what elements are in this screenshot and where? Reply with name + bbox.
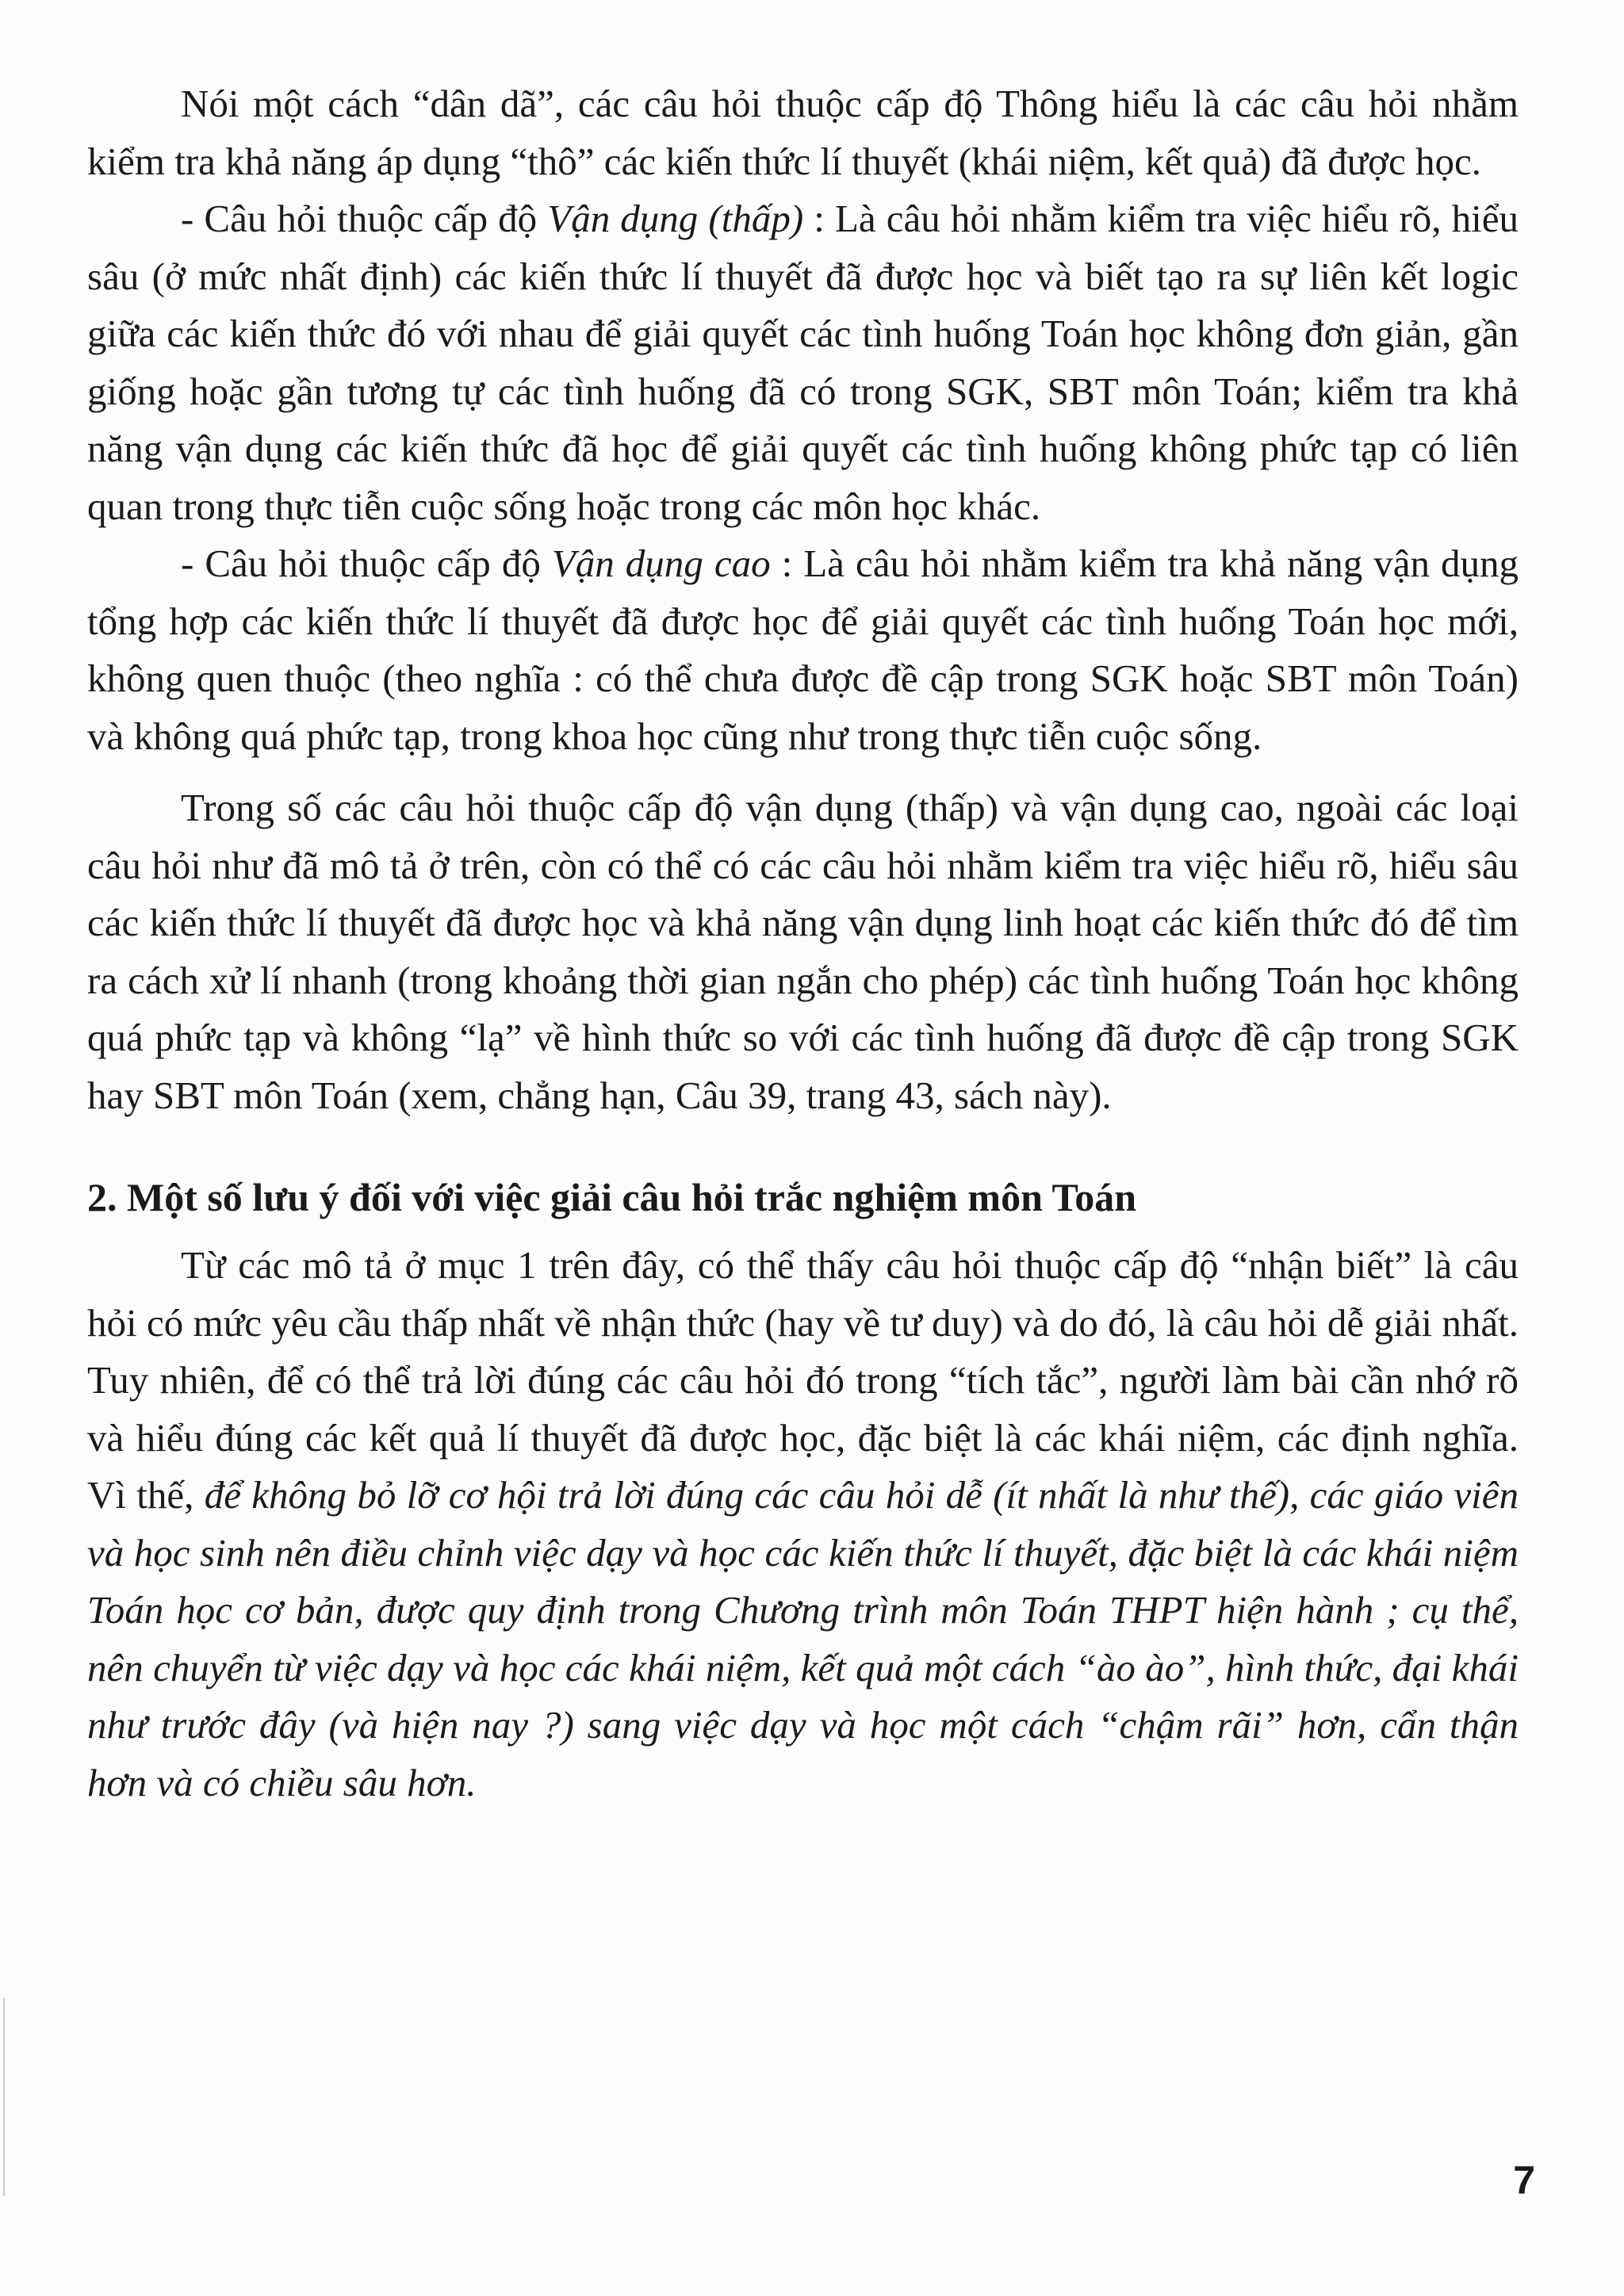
paragraph-prefix: - Câu hỏi thuộc cấp độ bbox=[181, 197, 548, 240]
paragraph-van-dung-thap bbox=[87, 190, 1519, 535]
paragraph-prefix: - Câu hỏi thuộc cấp độ bbox=[181, 541, 552, 585]
paragraph-italic-advice: để không bỏ lỡ cơ hội trả lời đúng các câu hỏi dễ (ít nhất là như thế), các giáo viên và học sinh nên điều chỉnh việc dạy và học các kiến thức lí thuyết, đặc biệt là các khái niệm Toán học cơ bản, được quy định trong Chương trình môn Toán THPT hiện hành ; cụ thể, nên chuyển từ việc dạy và học các khái niệm, kết quả một cách “ào ào”, hình thức, đại khái như trước đây (và hiện nay ?) sang việc dạy và học một cách “chậm rãi” hơn, cẩn thận hơn và có chiều sâu hơn. bbox=[87, 1473, 1519, 1804]
paragraph-recognition-questions bbox=[87, 1237, 1519, 1812]
paragraph-body: : Là câu hỏi nhằm kiểm tra việc hiểu rõ, hiểu sâu (ở mức nhất định) các kiến thức lí thuyết đã được học và biết tạo ra sự liên kết logic giữa các kiến thức đó với nhau để giải quyết các tình huống Toán học không đơn giản, gần giống hoặc gần tương tự các tình huống đã có trong SGK, SBT môn Toán; kiểm tra khả năng vận dụng các kiến thức đã học để giải quyết các tình huống không phức tạp có liên quan trong thực tiễn cuộc sống hoặc trong các môn học khác. bbox=[87, 197, 1519, 528]
paragraph-thong-hieu-summary: Nói một cách “dân dã”, các câu hỏi thuộc cấp độ Thông hiểu là các câu hỏi nhằm kiểm tra khả năng áp dụng “thô” các kiến thức lí thuyết (khái niệm, kết quả) đã được học. bbox=[87, 82, 1519, 183]
paragraph-application-questions: Trong số các câu hỏi thuộc cấp độ vận dụng (thấp) và vận dụng cao, ngoài các loại câu hỏi như đã mô tả ở trên, còn có thể có các câu hỏi nhằm kiểm tra việc hiểu rõ, hiểu sâu các kiến thức lí thuyết đã được học và khả năng vận dụng linh hoạt các kiến thức đó để tìm ra cách xử lí nhanh (trong khoảng thời gian ngắn cho phép) các tình huống Toán học không quá phức tạp và không “lạ” về hình thức so với các tình huống đã được đề cập trong SGK hay SBT môn Toán (xem, chẳng hạn, Câu 39, trang 43, sách này). bbox=[87, 786, 1519, 1117]
page-body bbox=[87, 75, 1519, 1812]
paragraph-plain-text: Từ các mô tả ở mục 1 trên đây, có thể thấy câu hỏi thuộc cấp độ “nhận biết” là câu hỏi có mức yêu cầu thấp nhất về nhận thức (hay về tư duy) và do đó, là câu hỏi dễ giải nhất. Tuy nhiên, để có thể trả lời đúng các câu hỏi đó trong “tích tắc”, người làm bài cần nhớ rõ và hiểu đúng các kết quả lí thuyết đã được học, đặc biệt là các khái niệm, các định nghĩa. Vì thế, bbox=[87, 1243, 1519, 1517]
page-number: 7 bbox=[1513, 2158, 1535, 2202]
section-heading: 2. Một số lưu ý đối với việc giải câu hỏi trắc nghiệm môn Toán bbox=[87, 1175, 1137, 1219]
paragraph-body: : Là câu hỏi nhằm kiểm tra khả năng vận dụng tổng hợp các kiến thức lí thuyết đã được học để giải quyết các tình huống Toán học mới, không quen thuộc (theo nghĩa : có thể chưa được đề cập trong SGK hoặc SBT môn Toán) và không quá phức tạp, trong khoa học cũng như trong thực tiễn cuộc sống. bbox=[87, 541, 1519, 758]
term-van-dung-thap: Vận dụng (thấp) bbox=[547, 197, 804, 240]
paragraph-van-dung-cao bbox=[87, 535, 1519, 765]
term-van-dung-cao: Vận dụng cao bbox=[551, 541, 771, 585]
scan-edge-mark bbox=[3, 1998, 5, 2196]
